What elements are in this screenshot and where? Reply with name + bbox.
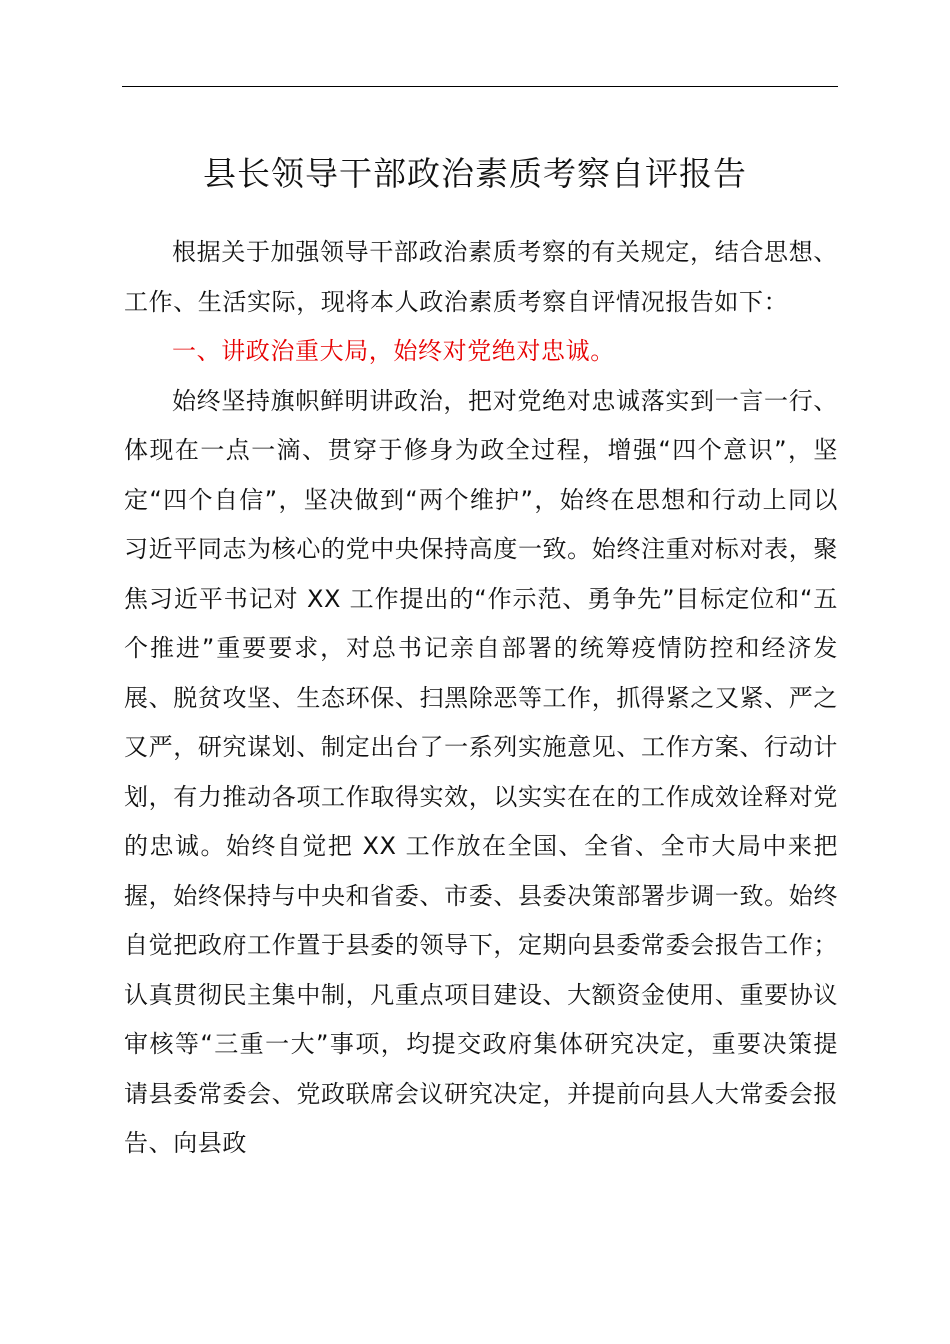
intro-paragraph: 根据关于加强领导干部政治素质考察的有关规定，结合思想、工作、生活实际，现将本人政治素质考察自评情况报告如下： xyxy=(124,238,838,316)
document-body xyxy=(124,228,838,1169)
document-title: 县长领导干部政治素质考察自评报告 xyxy=(203,154,747,193)
section-paragraph-1: 始终坚持旗帜鲜明讲政治，把对党绝对忠诚落实到一言一行、体现在一点一滴、贯穿于修身为政全过程，增强“四个意识”，坚定“四个自信”，坚决做到“两个维护”，始终在思想和行动上同以习近平同志为核心的党中央保持高度一致。始终注重对标对表，聚焦习近平书记对 XX 工作提出的“作示范、勇争先”目标定位和“五个推进”重要要求，对总书记亲自部署的统筹疫情防控和经济发展、脱贫攻坚、生态环保、扫黑除恶等工作，抓得紧之又紧、严之又严，研究谋划、制定出台了一系列实施意见、工作方案、行动计划，有力推动各项工作取得实效，以实实在在的工作成效诠释对党的忠诚。始终自觉把 XX 工作放在全国、全省、全市大局中来把握，始终保持与中央和省委、市委、县委决策部署步调一致。始终自觉把政府工作置于县委的领导下，定期向县委常委会报告工作；认真贯彻民主集中制，凡重点项目建设、大额资金使用、重要协议审核等“三重一大”事项，均提交政府集体研究决定，重要决策提请县委常委会、党政联席会议研究决定，并提前向县人大常委会报告、向县政 xyxy=(124,386,838,1157)
section-heading-1: 一、讲政治重大局，始终对党绝对忠诚。 xyxy=(172,337,615,365)
header-rule xyxy=(122,86,838,87)
